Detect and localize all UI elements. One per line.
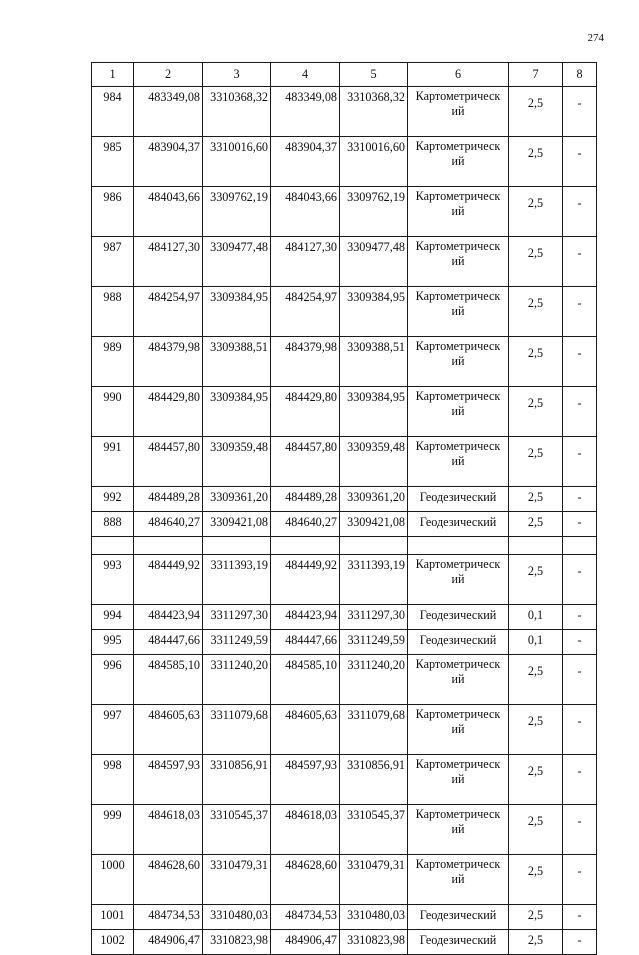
y-coordinate-cell: 3311249,59 <box>203 630 271 655</box>
table-row <box>92 855 597 905</box>
y-coordinate-cell: 3309762,19 <box>203 187 271 237</box>
column-header-5: 5 <box>340 63 408 87</box>
x-coordinate-cell: 484734,53 <box>271 905 340 930</box>
point-number-cell: 1000 <box>92 855 134 905</box>
method-text-line-1: Картометрическ <box>415 139 501 153</box>
note-cell: - <box>563 487 597 512</box>
y-coordinate-cell: 3311393,19 <box>340 555 408 605</box>
accuracy-cell: 2,5 <box>509 187 563 237</box>
column-header-7: 7 <box>509 63 563 87</box>
x-coordinate-cell: 483349,08 <box>134 87 203 137</box>
x-coordinate-cell: 484618,03 <box>271 805 340 855</box>
y-coordinate-cell: 3309477,48 <box>340 237 408 287</box>
point-number-cell: 992 <box>92 487 134 512</box>
method-text-line-2: ий <box>451 822 465 836</box>
method-cell <box>408 555 509 605</box>
column-header-3: 3 <box>203 63 271 87</box>
y-coordinate-cell: 3310856,91 <box>340 755 408 805</box>
accuracy-cell: 2,5 <box>509 512 563 537</box>
method-cell <box>408 655 509 705</box>
accuracy-cell: 2,5 <box>509 487 563 512</box>
point-number-cell: 987 <box>92 237 134 287</box>
accuracy-cell: 2,5 <box>509 905 563 930</box>
method-text-line-1: Картометрическ <box>415 289 501 303</box>
method-cell <box>408 137 509 187</box>
empty-cell <box>408 537 509 555</box>
table-row-separator <box>92 537 597 555</box>
method-text-line-1: Картометрическ <box>415 557 501 571</box>
table-body <box>92 87 597 955</box>
y-coordinate-cell: 3311249,59 <box>340 630 408 655</box>
accuracy-cell: 2,5 <box>509 755 563 805</box>
point-number-cell: 998 <box>92 755 134 805</box>
y-coordinate-cell: 3309384,95 <box>203 387 271 437</box>
x-coordinate-cell: 484585,10 <box>271 655 340 705</box>
y-coordinate-cell: 3309361,20 <box>203 487 271 512</box>
table-row <box>92 605 597 630</box>
y-coordinate-cell: 3310480,03 <box>340 905 408 930</box>
page-number: 274 <box>587 32 604 44</box>
point-number-cell: 985 <box>92 137 134 187</box>
method-text-line-1: Картометрическ <box>415 707 501 721</box>
table-row <box>92 337 597 387</box>
method-cell: Геодезический <box>408 930 509 955</box>
method-text-line-1: Картометрическ <box>415 389 501 403</box>
accuracy-cell: 2,5 <box>509 237 563 287</box>
note-cell: - <box>563 755 597 805</box>
x-coordinate-cell: 484127,30 <box>271 237 340 287</box>
point-number-cell: 993 <box>92 555 134 605</box>
y-coordinate-cell: 3310545,37 <box>203 805 271 855</box>
y-coordinate-cell: 3310823,98 <box>340 930 408 955</box>
y-coordinate-cell: 3309388,51 <box>203 337 271 387</box>
accuracy-cell: 2,5 <box>509 855 563 905</box>
table-row <box>92 512 597 537</box>
note-cell: - <box>563 555 597 605</box>
note-cell: - <box>563 337 597 387</box>
table-row <box>92 137 597 187</box>
x-coordinate-cell: 484379,98 <box>271 337 340 387</box>
x-coordinate-cell: 484597,93 <box>271 755 340 805</box>
method-text-line-2: ий <box>451 572 465 586</box>
column-header-2: 2 <box>134 63 203 87</box>
x-coordinate-cell: 484449,92 <box>271 555 340 605</box>
empty-cell <box>203 537 271 555</box>
method-cell <box>408 237 509 287</box>
empty-cell <box>134 537 203 555</box>
note-cell: - <box>563 630 597 655</box>
y-coordinate-cell: 3310016,60 <box>203 137 271 187</box>
table-row <box>92 655 597 705</box>
y-coordinate-cell: 3310016,60 <box>340 137 408 187</box>
point-number-cell: 1002 <box>92 930 134 955</box>
x-coordinate-cell: 484457,80 <box>271 437 340 487</box>
accuracy-cell: 0,1 <box>509 605 563 630</box>
x-coordinate-cell: 484489,28 <box>271 487 340 512</box>
x-coordinate-cell: 484734,53 <box>134 905 203 930</box>
x-coordinate-cell: 484489,28 <box>134 487 203 512</box>
method-cell <box>408 437 509 487</box>
x-coordinate-cell: 484379,98 <box>134 337 203 387</box>
method-cell: Геодезический <box>408 630 509 655</box>
x-coordinate-cell: 484429,80 <box>271 387 340 437</box>
y-coordinate-cell: 3309421,08 <box>203 512 271 537</box>
point-number-cell: 984 <box>92 87 134 137</box>
y-coordinate-cell: 3309384,95 <box>203 287 271 337</box>
x-coordinate-cell: 484628,60 <box>271 855 340 905</box>
method-text-line-2: ий <box>451 722 465 736</box>
method-text-line-1: Картометрическ <box>415 657 501 671</box>
method-text-line-2: ий <box>451 354 465 368</box>
column-header-4: 4 <box>271 63 340 87</box>
y-coordinate-cell: 3310368,32 <box>203 87 271 137</box>
method-text-line-1: Картометрическ <box>415 757 501 771</box>
y-coordinate-cell: 3310480,03 <box>203 905 271 930</box>
method-text-line-1: Картометрическ <box>415 439 501 453</box>
method-cell <box>408 705 509 755</box>
empty-cell <box>271 537 340 555</box>
x-coordinate-cell: 484605,63 <box>134 705 203 755</box>
method-text-line-2: ий <box>451 254 465 268</box>
note-cell: - <box>563 855 597 905</box>
header-row <box>92 63 597 87</box>
accuracy-cell: 2,5 <box>509 137 563 187</box>
coordinates-table <box>91 62 597 955</box>
table-row <box>92 630 597 655</box>
note-cell: - <box>563 905 597 930</box>
accuracy-cell: 2,5 <box>509 437 563 487</box>
table-row <box>92 755 597 805</box>
column-header-8: 8 <box>563 63 597 87</box>
x-coordinate-cell: 484605,63 <box>271 705 340 755</box>
method-cell <box>408 187 509 237</box>
method-cell: Геодезический <box>408 512 509 537</box>
y-coordinate-cell: 3310545,37 <box>340 805 408 855</box>
y-coordinate-cell: 3310479,31 <box>340 855 408 905</box>
accuracy-cell: 2,5 <box>509 387 563 437</box>
note-cell: - <box>563 187 597 237</box>
table-row <box>92 555 597 605</box>
empty-cell <box>92 537 134 555</box>
y-coordinate-cell: 3309421,08 <box>340 512 408 537</box>
note-cell: - <box>563 930 597 955</box>
y-coordinate-cell: 3311297,30 <box>203 605 271 630</box>
method-cell <box>408 855 509 905</box>
point-number-cell: 995 <box>92 630 134 655</box>
x-coordinate-cell: 484429,80 <box>134 387 203 437</box>
method-text-line-2: ий <box>451 154 465 168</box>
y-coordinate-cell: 3311240,20 <box>340 655 408 705</box>
x-coordinate-cell: 484127,30 <box>134 237 203 287</box>
y-coordinate-cell: 3310856,91 <box>203 755 271 805</box>
y-coordinate-cell: 3311240,20 <box>203 655 271 705</box>
point-number-cell: 999 <box>92 805 134 855</box>
method-cell <box>408 755 509 805</box>
method-cell <box>408 87 509 137</box>
accuracy-cell: 2,5 <box>509 805 563 855</box>
method-text-line-2: ий <box>451 304 465 318</box>
method-text-line-2: ий <box>451 454 465 468</box>
accuracy-cell: 2,5 <box>509 555 563 605</box>
y-coordinate-cell: 3309359,48 <box>203 437 271 487</box>
x-coordinate-cell: 484906,47 <box>134 930 203 955</box>
y-coordinate-cell: 3310368,32 <box>340 87 408 137</box>
method-cell: Геодезический <box>408 487 509 512</box>
accuracy-cell: 2,5 <box>509 930 563 955</box>
table-row <box>92 805 597 855</box>
note-cell: - <box>563 512 597 537</box>
method-cell <box>408 387 509 437</box>
method-cell <box>408 805 509 855</box>
table-row <box>92 387 597 437</box>
table-row <box>92 487 597 512</box>
method-cell <box>408 287 509 337</box>
method-text-line-2: ий <box>451 772 465 786</box>
x-coordinate-cell: 484906,47 <box>271 930 340 955</box>
x-coordinate-cell: 484423,94 <box>134 605 203 630</box>
note-cell: - <box>563 237 597 287</box>
method-text-line-1: Картометрическ <box>415 89 501 103</box>
method-cell: Геодезический <box>408 905 509 930</box>
y-coordinate-cell: 3309388,51 <box>340 337 408 387</box>
point-number-cell: 994 <box>92 605 134 630</box>
table-row <box>92 237 597 287</box>
method-text-line-1: Картометрическ <box>415 807 501 821</box>
method-cell <box>408 337 509 387</box>
table-row <box>92 705 597 755</box>
point-number-cell: 997 <box>92 705 134 755</box>
empty-cell <box>509 537 563 555</box>
method-text-line-2: ий <box>451 104 465 118</box>
y-coordinate-cell: 3311079,68 <box>340 705 408 755</box>
x-coordinate-cell: 484457,80 <box>134 437 203 487</box>
x-coordinate-cell: 483904,37 <box>134 137 203 187</box>
note-cell: - <box>563 387 597 437</box>
accuracy-cell: 2,5 <box>509 287 563 337</box>
y-coordinate-cell: 3310823,98 <box>203 930 271 955</box>
point-number-cell: 991 <box>92 437 134 487</box>
accuracy-cell: 2,5 <box>509 337 563 387</box>
point-number-cell: 1001 <box>92 905 134 930</box>
table-row <box>92 287 597 337</box>
note-cell: - <box>563 655 597 705</box>
table-row <box>92 930 597 955</box>
x-coordinate-cell: 484618,03 <box>134 805 203 855</box>
method-text-line-1: Картометрическ <box>415 857 501 871</box>
x-coordinate-cell: 484447,66 <box>271 630 340 655</box>
point-number-cell: 989 <box>92 337 134 387</box>
point-number-cell: 996 <box>92 655 134 705</box>
point-number-cell: 888 <box>92 512 134 537</box>
x-coordinate-cell: 484254,97 <box>271 287 340 337</box>
point-number-cell: 988 <box>92 287 134 337</box>
note-cell: - <box>563 705 597 755</box>
x-coordinate-cell: 484640,27 <box>134 512 203 537</box>
accuracy-cell: 2,5 <box>509 705 563 755</box>
y-coordinate-cell: 3309361,20 <box>340 487 408 512</box>
method-text-line-2: ий <box>451 204 465 218</box>
y-coordinate-cell: 3311079,68 <box>203 705 271 755</box>
x-coordinate-cell: 484585,10 <box>134 655 203 705</box>
x-coordinate-cell: 484043,66 <box>134 187 203 237</box>
table-row <box>92 905 597 930</box>
table-row <box>92 437 597 487</box>
x-coordinate-cell: 484597,93 <box>134 755 203 805</box>
accuracy-cell: 0,1 <box>509 630 563 655</box>
accuracy-cell: 2,5 <box>509 655 563 705</box>
note-cell: - <box>563 137 597 187</box>
empty-cell <box>340 537 408 555</box>
point-number-cell: 990 <box>92 387 134 437</box>
point-number-cell: 986 <box>92 187 134 237</box>
y-coordinate-cell: 3309384,95 <box>340 287 408 337</box>
x-coordinate-cell: 483904,37 <box>271 137 340 187</box>
method-cell: Геодезический <box>408 605 509 630</box>
note-cell: - <box>563 605 597 630</box>
table-row <box>92 187 597 237</box>
x-coordinate-cell: 484423,94 <box>271 605 340 630</box>
x-coordinate-cell: 483349,08 <box>271 87 340 137</box>
note-cell: - <box>563 287 597 337</box>
y-coordinate-cell: 3309762,19 <box>340 187 408 237</box>
x-coordinate-cell: 484254,97 <box>134 287 203 337</box>
x-coordinate-cell: 484447,66 <box>134 630 203 655</box>
note-cell: - <box>563 87 597 137</box>
table-header <box>92 63 597 87</box>
y-coordinate-cell: 3309477,48 <box>203 237 271 287</box>
y-coordinate-cell: 3310479,31 <box>203 855 271 905</box>
method-text-line-2: ий <box>451 872 465 886</box>
note-cell: - <box>563 805 597 855</box>
accuracy-cell: 2,5 <box>509 87 563 137</box>
column-header-1: 1 <box>92 63 134 87</box>
method-text-line-2: ий <box>451 404 465 418</box>
x-coordinate-cell: 484640,27 <box>271 512 340 537</box>
empty-cell <box>563 537 597 555</box>
note-cell: - <box>563 437 597 487</box>
method-text-line-1: Картометрическ <box>415 189 501 203</box>
method-text-line-1: Картометрическ <box>415 239 501 253</box>
x-coordinate-cell: 484043,66 <box>271 187 340 237</box>
y-coordinate-cell: 3311393,19 <box>203 555 271 605</box>
x-coordinate-cell: 484449,92 <box>134 555 203 605</box>
table-row <box>92 87 597 137</box>
column-header-6: 6 <box>408 63 509 87</box>
x-coordinate-cell: 484628,60 <box>134 855 203 905</box>
y-coordinate-cell: 3309384,95 <box>340 387 408 437</box>
y-coordinate-cell: 3311297,30 <box>340 605 408 630</box>
method-text-line-1: Картометрическ <box>415 339 501 353</box>
method-text-line-2: ий <box>451 672 465 686</box>
y-coordinate-cell: 3309359,48 <box>340 437 408 487</box>
